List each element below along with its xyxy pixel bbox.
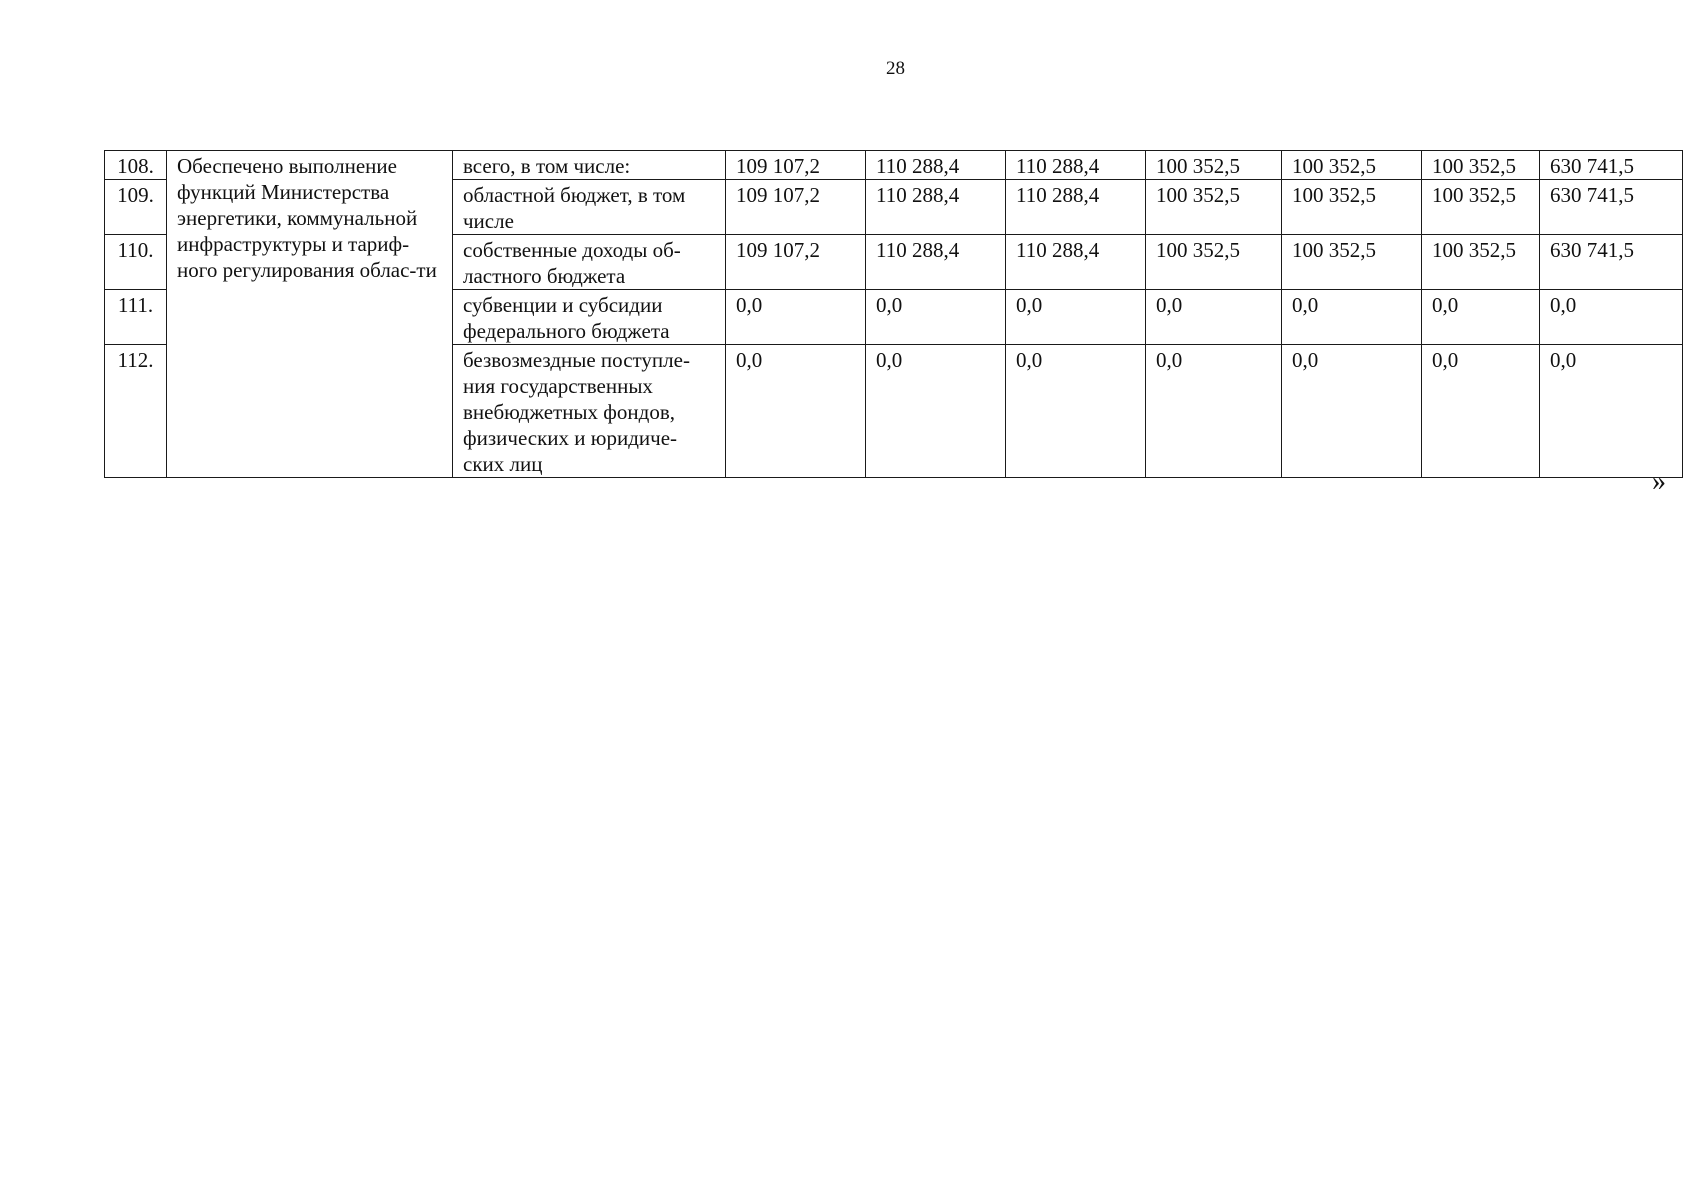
value-cell: 109 107,2 xyxy=(726,180,866,235)
value-cell: 100 352,5 xyxy=(1282,180,1422,235)
value-cell: 630 741,5 xyxy=(1540,235,1683,290)
value-cell: 0,0 xyxy=(1282,290,1422,345)
value-cell: 0,0 xyxy=(1422,345,1540,478)
value-cell: 100 352,5 xyxy=(1422,151,1540,180)
value-cell: 0,0 xyxy=(1146,290,1282,345)
value-cell: 109 107,2 xyxy=(726,151,866,180)
row-number: 110. xyxy=(105,235,167,290)
budget-table xyxy=(104,150,1683,478)
value-cell: 0,0 xyxy=(1006,290,1146,345)
row-number: 108. xyxy=(105,151,167,180)
value-cell: 0,0 xyxy=(726,290,866,345)
value-cell: 100 352,5 xyxy=(1422,235,1540,290)
funding-source-cell: областной бюджет, в том числе xyxy=(453,180,726,235)
value-cell: 0,0 xyxy=(1282,345,1422,478)
funding-source-cell: безвозмездные поступле-ния государственных внебюджетных фондов, физических и юридиче-ских лиц xyxy=(453,345,726,478)
value-cell: 0,0 xyxy=(1422,290,1540,345)
closing-quote-mark: » xyxy=(1652,466,1666,497)
row-number: 111. xyxy=(105,290,167,345)
value-cell: 630 741,5 xyxy=(1540,151,1683,180)
value-cell: 110 288,4 xyxy=(1006,151,1146,180)
funding-source-cell: всего, в том числе: xyxy=(453,151,726,180)
value-cell: 0,0 xyxy=(1540,345,1683,478)
value-cell: 0,0 xyxy=(866,345,1006,478)
value-cell: 630 741,5 xyxy=(1540,180,1683,235)
value-cell: 100 352,5 xyxy=(1146,180,1282,235)
value-cell: 100 352,5 xyxy=(1146,151,1282,180)
description-cell: Обеспечено выполнение функций Министерства энергетики, коммунальной инфраструктуры и тариф-ного регулирования облас-ти xyxy=(167,151,453,478)
funding-source-cell: субвенции и субсидии федерального бюджета xyxy=(453,290,726,345)
value-cell: 100 352,5 xyxy=(1422,180,1540,235)
value-cell: 0,0 xyxy=(1006,345,1146,478)
row-number: 112. xyxy=(105,345,167,478)
row-number: 109. xyxy=(105,180,167,235)
value-cell: 109 107,2 xyxy=(726,235,866,290)
value-cell: 110 288,4 xyxy=(866,151,1006,180)
value-cell: 100 352,5 xyxy=(1282,235,1422,290)
value-cell: 0,0 xyxy=(1146,345,1282,478)
value-cell: 100 352,5 xyxy=(1282,151,1422,180)
value-cell: 0,0 xyxy=(726,345,866,478)
value-cell: 110 288,4 xyxy=(866,235,1006,290)
value-cell: 100 352,5 xyxy=(1146,235,1282,290)
value-cell: 0,0 xyxy=(866,290,1006,345)
value-cell: 0,0 xyxy=(1540,290,1683,345)
value-cell: 110 288,4 xyxy=(1006,180,1146,235)
value-cell: 110 288,4 xyxy=(866,180,1006,235)
value-cell: 110 288,4 xyxy=(1006,235,1146,290)
funding-source-cell: собственные доходы об-ластного бюджета xyxy=(453,235,726,290)
page-number: 28 xyxy=(886,58,905,79)
table-row xyxy=(105,151,1683,180)
